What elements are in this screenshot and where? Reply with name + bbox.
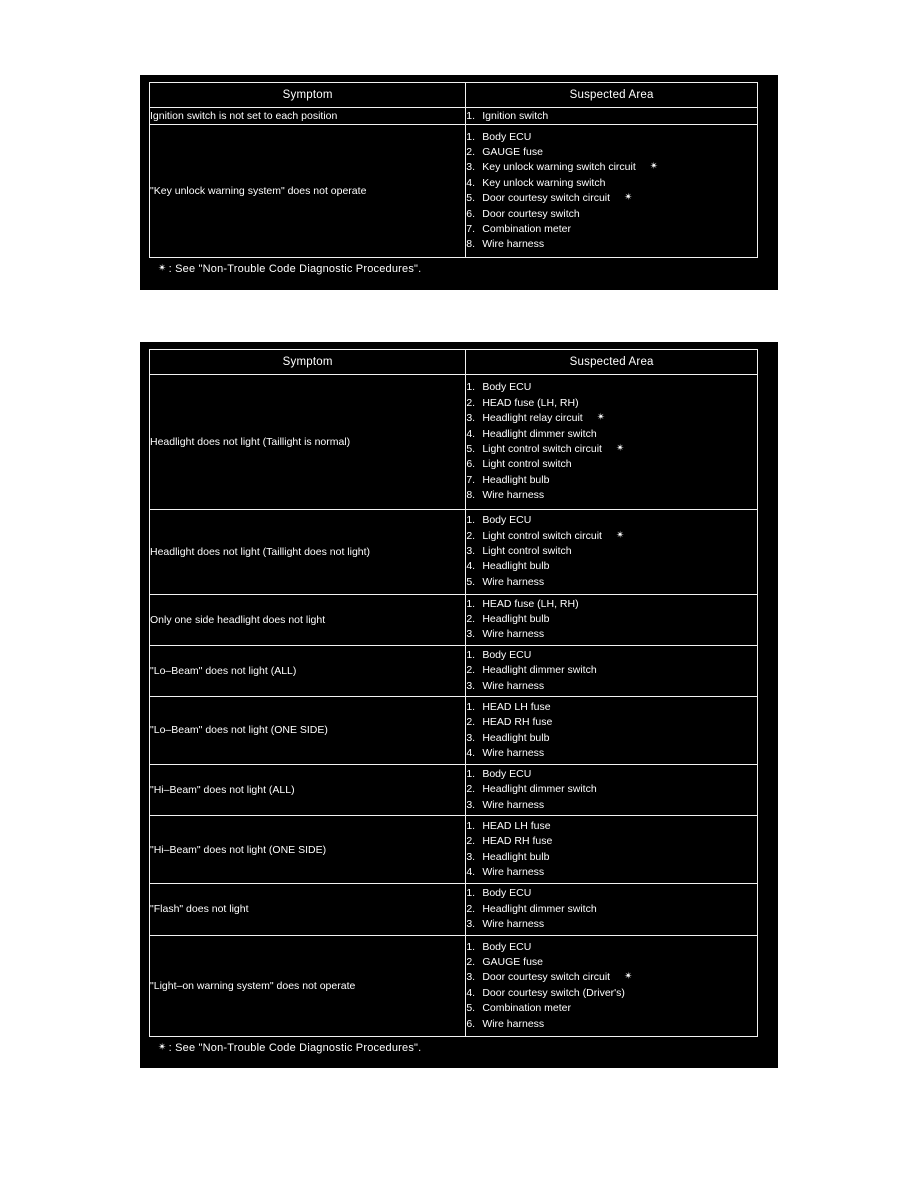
list-item bbox=[466, 411, 757, 426]
list-item-label: Wire harness bbox=[482, 575, 545, 588]
list-item bbox=[466, 176, 757, 191]
list-item bbox=[466, 715, 757, 730]
list-item bbox=[466, 679, 757, 694]
list-item-number: 1. bbox=[466, 109, 476, 122]
footnote-text: : See "Non-Trouble Code Diagnostic Procedures". bbox=[168, 1042, 422, 1054]
list-item-label: Wire harness bbox=[482, 238, 545, 251]
list-item-label: GAUGE fuse bbox=[482, 955, 544, 968]
list-item bbox=[466, 222, 757, 237]
list-item bbox=[466, 1017, 757, 1032]
column-header-symptom: Symptom bbox=[150, 83, 466, 108]
table-row bbox=[150, 108, 758, 125]
list-item bbox=[466, 731, 757, 746]
list-item-label: Body ECU bbox=[482, 887, 532, 900]
list-item-number: 1. bbox=[466, 514, 476, 527]
list-item bbox=[466, 663, 757, 678]
list-item-label: Headlight bulb bbox=[482, 731, 550, 744]
list-item bbox=[466, 970, 757, 985]
list-item-number: 6. bbox=[466, 207, 476, 220]
table-row bbox=[150, 509, 758, 594]
list-item-label: Key unlock warning switch circuit bbox=[482, 161, 636, 174]
suspected-area-cell bbox=[466, 645, 758, 696]
suspected-area-list bbox=[466, 513, 757, 590]
table-row bbox=[150, 935, 758, 1036]
list-item-label: Wire harness bbox=[482, 489, 545, 502]
list-item-label: Ignition switch bbox=[482, 109, 549, 122]
list-item-label: Door courtesy switch bbox=[482, 207, 580, 220]
table-body bbox=[150, 108, 758, 258]
suspected-area-list bbox=[466, 940, 757, 1032]
suspected-area-list bbox=[466, 109, 757, 124]
symptom-cell: Ignition switch is not set to each position bbox=[150, 108, 466, 125]
list-item-label: Door courtesy switch circuit bbox=[482, 192, 611, 205]
list-item-label: HEAD LH fuse bbox=[482, 819, 551, 832]
headlight-table bbox=[149, 349, 758, 1037]
list-item-label: Door courtesy switch (Driver's) bbox=[482, 986, 625, 999]
symptom-cell: "Light–on warning system" does not operate bbox=[150, 935, 466, 1036]
list-item-number: 1. bbox=[466, 597, 476, 610]
list-item-label: Body ECU bbox=[482, 514, 532, 527]
footnote-star-icon: ✴ bbox=[615, 529, 625, 541]
list-item bbox=[466, 575, 757, 590]
list-item-label: Body ECU bbox=[482, 381, 532, 394]
list-item bbox=[466, 488, 757, 503]
list-item bbox=[466, 986, 757, 1001]
symptom-cell: Headlight does not light (Taillight does not light) bbox=[150, 509, 466, 594]
list-item bbox=[466, 834, 757, 849]
list-item-label: Light control switch circuit bbox=[482, 442, 602, 455]
list-item-number: 3. bbox=[466, 798, 476, 811]
list-item bbox=[466, 380, 757, 395]
list-item-number: 1. bbox=[466, 381, 476, 394]
list-item-label: Headlight dimmer switch bbox=[482, 427, 597, 440]
list-item-label: Light control switch circuit bbox=[482, 529, 602, 542]
suspected-area-list bbox=[466, 767, 757, 813]
list-item-label: Body ECU bbox=[482, 940, 532, 953]
list-item-label: Combination meter bbox=[482, 223, 571, 236]
list-item-number: 5. bbox=[466, 192, 476, 205]
column-header-suspected-area: Suspected Area bbox=[466, 350, 758, 375]
footnote-star-icon: ✴ bbox=[158, 263, 167, 274]
footnote-star-icon: ✴ bbox=[596, 412, 606, 424]
list-item bbox=[466, 544, 757, 559]
list-item-label: HEAD RH fuse bbox=[482, 835, 553, 848]
list-item-label: HEAD fuse (LH, RH) bbox=[482, 597, 579, 610]
list-item-number: 7. bbox=[466, 223, 476, 236]
list-item bbox=[466, 612, 757, 627]
list-item-label: Key unlock warning switch bbox=[482, 176, 606, 189]
suspected-area-cell bbox=[466, 375, 758, 510]
suspected-area-list bbox=[466, 380, 757, 503]
list-item-label: Light control switch bbox=[482, 458, 572, 471]
list-item-label: GAUGE fuse bbox=[482, 146, 543, 159]
suspected-area-list bbox=[466, 648, 757, 694]
table-body bbox=[150, 375, 758, 1037]
list-item bbox=[466, 700, 757, 715]
suspected-area-list bbox=[466, 597, 757, 643]
list-item-number: 2. bbox=[466, 835, 476, 848]
suspected-area-cell bbox=[466, 697, 758, 765]
suspected-area-cell bbox=[466, 884, 758, 935]
list-item-number: 1. bbox=[466, 768, 476, 781]
list-item-label: Headlight bulb bbox=[482, 613, 550, 625]
list-item-label: Wire harness bbox=[482, 1017, 545, 1030]
list-item-number: 2. bbox=[466, 716, 476, 729]
suspected-area-cell bbox=[466, 509, 758, 594]
table-row bbox=[150, 594, 758, 645]
diagnostic-panel-headlight bbox=[140, 342, 778, 1068]
table-header-row bbox=[150, 83, 758, 108]
list-item bbox=[466, 746, 757, 761]
column-header-suspected-area: Suspected Area bbox=[466, 83, 758, 108]
list-item-label: Door courtesy switch circuit bbox=[482, 971, 611, 984]
list-item-number: 2. bbox=[466, 955, 476, 968]
list-item-number: 1. bbox=[466, 648, 476, 661]
list-item-label: Headlight dimmer switch bbox=[482, 902, 597, 915]
suspected-area-cell bbox=[466, 594, 758, 645]
list-item-number: 5. bbox=[466, 575, 476, 588]
list-item-number: 2. bbox=[466, 613, 476, 625]
column-header-symptom: Symptom bbox=[150, 350, 466, 375]
list-item bbox=[466, 191, 757, 206]
list-item-label: Wire harness bbox=[482, 628, 545, 641]
footnote-text: : See "Non-Trouble Code Diagnostic Procedures". bbox=[168, 263, 422, 275]
list-item-number: 4. bbox=[466, 176, 476, 189]
list-item-label: HEAD LH fuse bbox=[482, 700, 551, 713]
list-item-label: HEAD fuse (LH, RH) bbox=[482, 396, 579, 409]
list-item-number: 2. bbox=[466, 396, 476, 409]
ignition-key-unlock-table bbox=[149, 82, 758, 258]
list-item-number: 3. bbox=[466, 679, 476, 692]
list-item-label: Combination meter bbox=[482, 1002, 572, 1015]
list-item bbox=[466, 145, 757, 160]
list-item-number: 2. bbox=[466, 146, 476, 159]
list-item-number: 1. bbox=[466, 130, 476, 143]
list-item bbox=[466, 902, 757, 917]
list-item bbox=[466, 597, 757, 612]
list-item-number: 3. bbox=[466, 731, 476, 744]
list-item bbox=[466, 513, 757, 528]
list-item bbox=[466, 648, 757, 663]
list-item-label: Headlight bulb bbox=[482, 850, 550, 863]
list-item bbox=[466, 917, 757, 932]
list-item bbox=[466, 442, 757, 457]
list-item-number: 5. bbox=[466, 1002, 476, 1015]
list-item-number: 3. bbox=[466, 412, 476, 425]
list-item-number: 8. bbox=[466, 489, 476, 502]
list-item-number: 1. bbox=[466, 887, 476, 900]
list-item-number: 5. bbox=[466, 442, 476, 455]
list-item bbox=[466, 940, 757, 955]
list-item bbox=[466, 457, 757, 472]
list-item-label: Body ECU bbox=[482, 648, 532, 661]
footnote-star-icon: ✴ bbox=[649, 161, 659, 173]
list-item-number: 1. bbox=[466, 819, 476, 832]
suspected-area-list bbox=[466, 130, 757, 253]
diagnostic-panel-ignition bbox=[140, 75, 778, 290]
list-item bbox=[466, 109, 757, 124]
symptom-cell: "Key unlock warning system" does not operate bbox=[150, 125, 466, 258]
list-item-label: Wire harness bbox=[482, 746, 545, 759]
table-footnote bbox=[158, 263, 421, 275]
table-row bbox=[150, 884, 758, 935]
suspected-area-cell bbox=[466, 108, 758, 125]
list-item bbox=[466, 559, 757, 574]
list-item-number: 2. bbox=[466, 783, 476, 796]
list-item-number: 2. bbox=[466, 664, 476, 677]
table-row bbox=[150, 697, 758, 765]
list-item bbox=[466, 850, 757, 865]
list-item-label: Wire harness bbox=[482, 866, 545, 879]
list-item bbox=[466, 237, 757, 252]
list-item-number: 7. bbox=[466, 473, 476, 486]
symptom-cell: Only one side headlight does not light bbox=[150, 594, 466, 645]
list-item bbox=[466, 130, 757, 145]
list-item-number: 4. bbox=[466, 427, 476, 440]
list-item bbox=[466, 955, 757, 970]
table-row bbox=[150, 816, 758, 884]
list-item bbox=[466, 427, 757, 442]
suspected-area-list bbox=[466, 886, 757, 932]
suspected-area-list bbox=[466, 819, 757, 881]
table-row bbox=[150, 645, 758, 696]
footnote-star-icon: ✴ bbox=[624, 971, 633, 983]
list-item-label: Body ECU bbox=[482, 130, 532, 143]
table-footnote bbox=[158, 1042, 421, 1054]
list-item-label: HEAD RH fuse bbox=[482, 716, 553, 729]
list-item bbox=[466, 819, 757, 834]
list-item-number: 8. bbox=[466, 238, 476, 251]
symptom-cell: "Hi–Beam" does not light (ALL) bbox=[150, 765, 466, 816]
list-item bbox=[466, 396, 757, 411]
list-item-number: 4. bbox=[466, 746, 476, 759]
list-item-number: 2. bbox=[466, 529, 476, 542]
list-item-label: Wire harness bbox=[482, 798, 545, 811]
suspected-area-list bbox=[466, 700, 757, 762]
list-item-number: 3. bbox=[466, 971, 476, 984]
list-item-number: 1. bbox=[466, 700, 476, 713]
list-item-label: Headlight dimmer switch bbox=[482, 664, 597, 677]
suspected-area-cell bbox=[466, 816, 758, 884]
list-item-number: 4. bbox=[466, 866, 476, 879]
list-item-label: Headlight bulb bbox=[482, 560, 550, 573]
list-item-number: 6. bbox=[466, 458, 476, 471]
table-row bbox=[150, 765, 758, 816]
footnote-star-icon: ✴ bbox=[615, 442, 625, 454]
list-item-label: Headlight bulb bbox=[482, 473, 550, 486]
list-item bbox=[466, 160, 757, 175]
list-item bbox=[466, 886, 757, 901]
list-item-label: Light control switch bbox=[482, 545, 572, 558]
list-item-label: Body ECU bbox=[482, 768, 532, 781]
footnote-star-icon: ✴ bbox=[158, 1042, 167, 1053]
list-item-number: 4. bbox=[466, 986, 476, 999]
list-item-number: 6. bbox=[466, 1017, 476, 1030]
list-item-number: 3. bbox=[466, 161, 476, 174]
footnote-star-icon: ✴ bbox=[624, 192, 633, 204]
symptom-cell: "Hi–Beam" does not light (ONE SIDE) bbox=[150, 816, 466, 884]
list-item bbox=[466, 627, 757, 642]
table-row bbox=[150, 375, 758, 510]
list-item bbox=[466, 473, 757, 488]
symptom-cell: "Lo–Beam" does not light (ALL) bbox=[150, 645, 466, 696]
list-item bbox=[466, 782, 757, 797]
suspected-area-cell bbox=[466, 935, 758, 1036]
suspected-area-cell bbox=[466, 765, 758, 816]
list-item bbox=[466, 1001, 757, 1016]
list-item-number: 3. bbox=[466, 628, 476, 641]
table-header-row bbox=[150, 350, 758, 375]
list-item-label: Headlight relay circuit bbox=[482, 412, 583, 425]
list-item bbox=[466, 207, 757, 222]
list-item-label: Wire harness bbox=[482, 918, 545, 931]
list-item bbox=[466, 767, 757, 782]
list-item-number: 3. bbox=[466, 918, 476, 931]
symptom-cell: Headlight does not light (Taillight is normal) bbox=[150, 375, 466, 510]
symptom-cell: "Lo–Beam" does not light (ONE SIDE) bbox=[150, 697, 466, 765]
suspected-area-cell bbox=[466, 125, 758, 258]
list-item-number: 3. bbox=[466, 545, 476, 558]
list-item-number: 1. bbox=[466, 940, 476, 953]
list-item bbox=[466, 865, 757, 880]
list-item bbox=[466, 798, 757, 813]
symptom-cell: "Flash" does not light bbox=[150, 884, 466, 935]
list-item-number: 2. bbox=[466, 902, 476, 915]
list-item-label: Wire harness bbox=[482, 679, 545, 692]
list-item-number: 4. bbox=[466, 560, 476, 573]
list-item bbox=[466, 529, 757, 544]
list-item-number: 3. bbox=[466, 850, 476, 863]
table-row bbox=[150, 125, 758, 258]
list-item-label: Headlight dimmer switch bbox=[482, 783, 597, 796]
